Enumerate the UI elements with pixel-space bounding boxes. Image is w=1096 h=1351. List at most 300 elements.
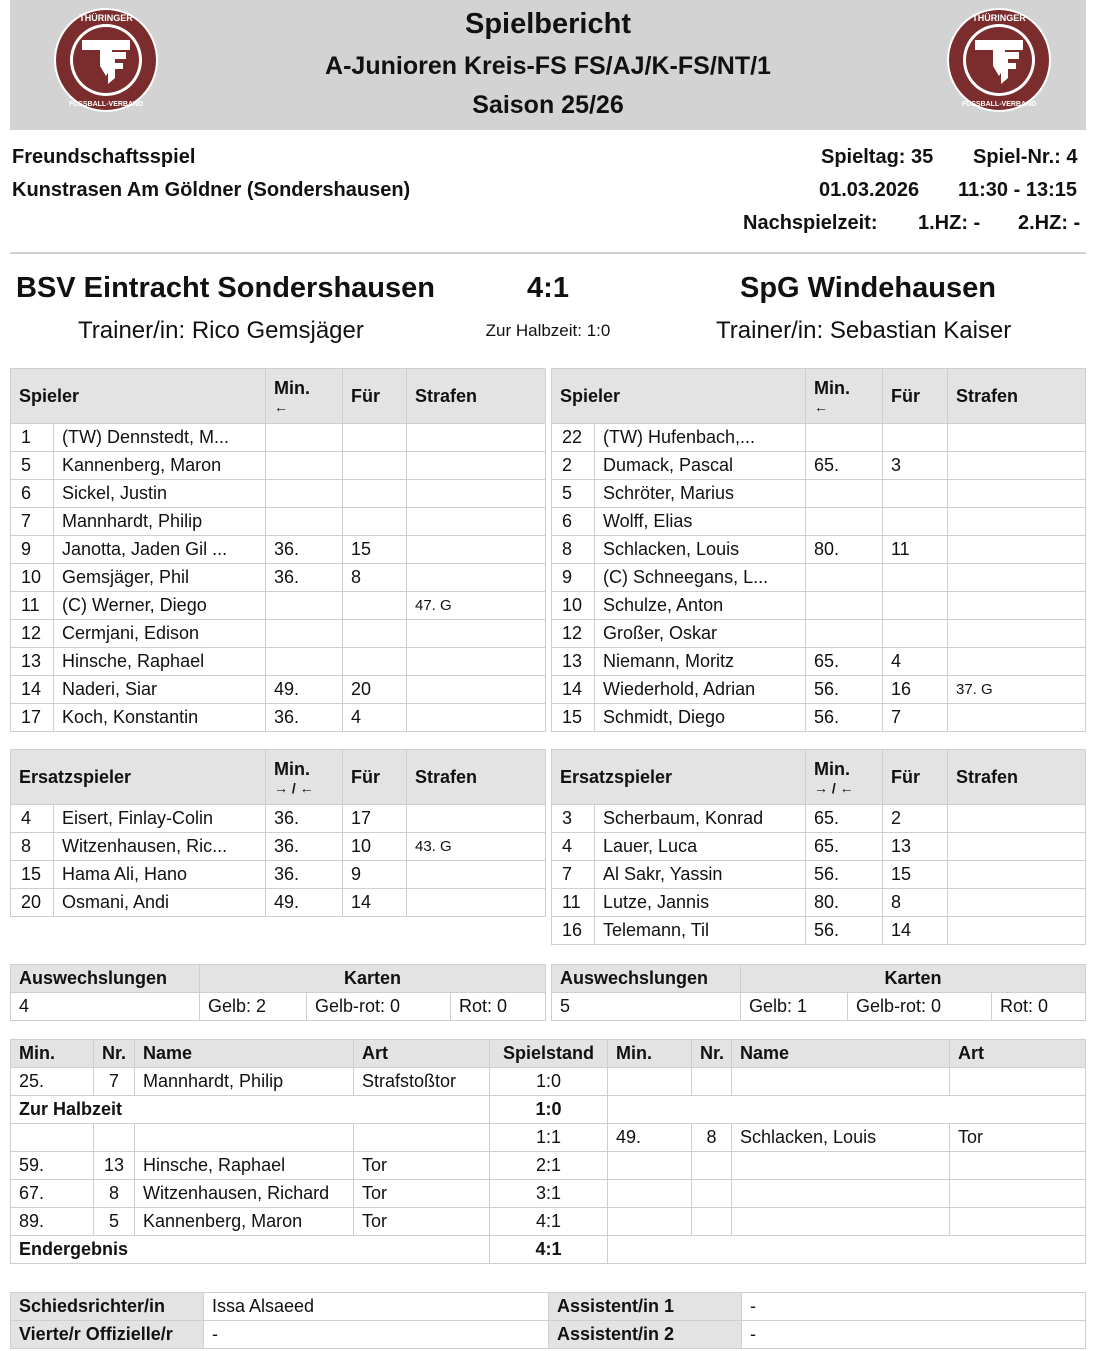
player-name: Schulze, Anton (595, 592, 806, 620)
event-row (11, 1180, 1086, 1208)
home-event-player: Witzenhausen, Richard (135, 1180, 354, 1208)
penalty: 47. G (407, 592, 546, 620)
player-number: 6 (11, 480, 54, 508)
penalty (407, 648, 546, 676)
player-number: 15 (11, 861, 54, 889)
red-cards: Rot: 0 (992, 993, 1086, 1021)
yellow-red-cards: Gelb-rot: 0 (307, 993, 451, 1021)
assistant1-name: - (742, 1293, 1086, 1321)
substitution-minute (266, 452, 343, 480)
player-number: 5 (11, 452, 54, 480)
away-event-type (950, 1180, 1086, 1208)
yellow-cards: Gelb: 1 (741, 993, 848, 1021)
substitution-minute: 49. (266, 676, 343, 704)
event-empty (608, 1236, 1086, 1264)
cards-header: Karten (200, 965, 546, 993)
away-event-number: 8 (692, 1124, 732, 1152)
home-event-minute: 59. (11, 1152, 94, 1180)
player-row (552, 704, 1086, 732)
substitution-minute (266, 592, 343, 620)
subs-header: Ersatzspieler (552, 750, 806, 805)
player-row (552, 508, 1086, 536)
player-number: 11 (11, 592, 54, 620)
penalties-header: Strafen (407, 750, 546, 805)
player-name: Lauer, Luca (595, 833, 806, 861)
substituted-for (343, 620, 407, 648)
player-row (552, 648, 1086, 676)
player-row (11, 620, 546, 648)
penalty (948, 592, 1086, 620)
player-number: 12 (11, 620, 54, 648)
event-empty (608, 1096, 1086, 1124)
player-number: 17 (11, 704, 54, 732)
away-team-name: SpG Windehausen (740, 272, 996, 304)
penalty (407, 508, 546, 536)
red-cards: Rot: 0 (451, 993, 546, 1021)
home-event-type (354, 1124, 490, 1152)
player-number: 8 (11, 833, 54, 861)
player-number: 15 (552, 704, 595, 732)
fourth-official-name: - (204, 1321, 549, 1349)
substituted-for: 13 (883, 833, 948, 861)
player-number: 2 (552, 452, 595, 480)
penalty: 37. G (948, 676, 1086, 704)
player-row (552, 889, 1086, 917)
player-name: Witzenhausen, Ric... (54, 833, 266, 861)
substitution-minute: 80. (806, 889, 883, 917)
substituted-for: 8 (883, 889, 948, 917)
penalty (407, 536, 546, 564)
event-row (11, 1068, 1086, 1096)
player-name: Mannhardt, Philip (54, 508, 266, 536)
penalty (948, 424, 1086, 452)
for-header: Für (883, 750, 948, 805)
penalty (407, 564, 546, 592)
players-header: Spieler (11, 369, 266, 424)
player-number: 5 (552, 480, 595, 508)
substituted-for: 15 (343, 536, 407, 564)
away-event-type (950, 1208, 1086, 1236)
player-name: Al Sakr, Yassin (595, 861, 806, 889)
halftime-score: Zur Halbzeit: 1:0 (485, 321, 611, 340)
penalty (948, 648, 1086, 676)
league-name: A-Junioren Kreis-FS FS/AJ/K-FS/NT/1 (325, 52, 771, 80)
svg-text:FUSSBALL-VERBAND: FUSSBALL-VERBAND (961, 101, 1037, 108)
home-event-player: Hinsche, Raphael (135, 1152, 354, 1180)
player-name: Telemann, Til (595, 917, 806, 945)
player-row (552, 564, 1086, 592)
player-number: 9 (11, 536, 54, 564)
penalties-header: Strafen (948, 750, 1086, 805)
report-header (10, 0, 1086, 130)
substituted-for: 15 (883, 861, 948, 889)
home-lineup-table (10, 368, 546, 732)
away-event-minute (608, 1152, 692, 1180)
penalty (948, 508, 1086, 536)
event-score: 1:1 (490, 1124, 608, 1152)
player-number: 10 (11, 564, 54, 592)
substituted-for (343, 480, 407, 508)
player-name: (C) Werner, Diego (54, 592, 266, 620)
substitution-minute (806, 480, 883, 508)
player-row (11, 508, 546, 536)
player-name: Sickel, Justin (54, 480, 266, 508)
minute-header: Min. ← (806, 369, 883, 424)
substituted-for: 7 (883, 704, 948, 732)
player-row (11, 704, 546, 732)
match-time: 11:30 - 13:15 (958, 179, 1077, 201)
player-name: Schlacken, Louis (595, 536, 806, 564)
penalty (407, 704, 546, 732)
penalty (407, 861, 546, 889)
penalty (948, 805, 1086, 833)
player-name: Eisert, Finlay-Colin (54, 805, 266, 833)
event-score: 1:0 (490, 1096, 608, 1124)
event-score: 4:1 (490, 1208, 608, 1236)
player-name: Schröter, Marius (595, 480, 806, 508)
player-number: 11 (552, 889, 595, 917)
player-row (11, 592, 546, 620)
substituted-for (883, 564, 948, 592)
player-name: Hinsche, Raphael (54, 648, 266, 676)
penalty (948, 620, 1086, 648)
substitution-minute: 36. (266, 861, 343, 889)
substitution-minute: 56. (806, 704, 883, 732)
substituted-for (883, 508, 948, 536)
tfv-logo-icon (945, 6, 1053, 114)
player-name: Lutze, Jannis (595, 889, 806, 917)
away-event-player (732, 1180, 950, 1208)
assistant2-label: Assistent/in 2 (549, 1321, 742, 1349)
substituted-for: 14 (343, 889, 407, 917)
substituted-for (343, 452, 407, 480)
event-row (11, 1208, 1086, 1236)
event-type-header: Art (950, 1040, 1086, 1068)
penalty (948, 704, 1086, 732)
home-event-type: Tor (354, 1152, 490, 1180)
player-name: Dumack, Pascal (595, 452, 806, 480)
substituted-for (343, 592, 407, 620)
away-event-minute (608, 1068, 692, 1096)
matchday: Spieltag: 35 (821, 146, 934, 168)
penalty (948, 536, 1086, 564)
match-events-table (10, 1039, 1086, 1264)
substitution-minute: 36. (266, 833, 343, 861)
substitution-minute: 36. (266, 704, 343, 732)
player-number: 1 (11, 424, 54, 452)
substituted-for: 2 (883, 805, 948, 833)
home-event-player: Mannhardt, Philip (135, 1068, 354, 1096)
substitution-minute: 65. (806, 833, 883, 861)
player-name: (C) Schneegans, L... (595, 564, 806, 592)
officials-table (10, 1292, 1086, 1349)
substitution-minute: 65. (806, 648, 883, 676)
player-number: 4 (11, 805, 54, 833)
player-row (552, 480, 1086, 508)
substitution-minute (266, 508, 343, 536)
event-number-header: Nr. (94, 1040, 135, 1068)
event-row (11, 1236, 1086, 1264)
home-subs-table (10, 749, 546, 917)
player-number: 7 (11, 508, 54, 536)
player-row (11, 424, 546, 452)
substituted-for (343, 424, 407, 452)
player-row (11, 861, 546, 889)
player-name: Cermjani, Edison (54, 620, 266, 648)
players-header: Spieler (552, 369, 806, 424)
player-row (552, 452, 1086, 480)
away-subs-table (551, 749, 1086, 945)
player-name: Kannenberg, Maron (54, 452, 266, 480)
player-row (11, 452, 546, 480)
player-row (552, 676, 1086, 704)
substituted-for: 3 (883, 452, 948, 480)
player-row (552, 805, 1086, 833)
event-type-header: Art (354, 1040, 490, 1068)
referee-label: Schiedsrichter/in (11, 1293, 204, 1321)
home-event-number: 7 (94, 1068, 135, 1096)
penalty (948, 480, 1086, 508)
away-event-type: Tor (950, 1124, 1086, 1152)
player-number: 14 (11, 676, 54, 704)
substitution-minute (806, 508, 883, 536)
player-number: 7 (552, 861, 595, 889)
match-type: Freundschaftsspiel (12, 146, 196, 168)
cards-header: Karten (741, 965, 1086, 993)
away-event-minute: 49. (608, 1124, 692, 1152)
event-score: 4:1 (490, 1236, 608, 1264)
event-row (11, 1096, 1086, 1124)
extra-time-label: Nachspielzeit: (743, 212, 878, 234)
event-minute-header: Min. (11, 1040, 94, 1068)
event-score: 1:0 (490, 1068, 608, 1096)
player-name: (TW) Hufenbach,... (595, 424, 806, 452)
event-name-header: Name (135, 1040, 354, 1068)
penalty (407, 676, 546, 704)
substitution-minute: 80. (806, 536, 883, 564)
event-row (11, 1152, 1086, 1180)
minute-header: Min. ← (266, 369, 343, 424)
player-row (11, 889, 546, 917)
penalty (948, 917, 1086, 945)
substitution-minute (806, 424, 883, 452)
penalty (948, 889, 1086, 917)
home-event-number (94, 1124, 135, 1152)
substitution-count: 4 (11, 993, 200, 1021)
away-event-type (950, 1068, 1086, 1096)
substituted-for (883, 620, 948, 648)
penalty (407, 805, 546, 833)
player-name: Wiederhold, Adrian (595, 676, 806, 704)
player-name: Wolff, Elias (595, 508, 806, 536)
home-event-minute: 67. (11, 1180, 94, 1208)
player-row (552, 592, 1086, 620)
player-number: 4 (552, 833, 595, 861)
away-event-player: Schlacken, Louis (732, 1124, 950, 1152)
home-event-type: Tor (354, 1208, 490, 1236)
home-event-minute (11, 1124, 94, 1152)
minute-header: Min. → / ← (266, 750, 343, 805)
substitution-minute: 65. (806, 805, 883, 833)
player-row (11, 676, 546, 704)
penalty: 43. G (407, 833, 546, 861)
substituted-for: 20 (343, 676, 407, 704)
report-title: Spielbericht (465, 8, 631, 40)
player-row (11, 805, 546, 833)
player-row (11, 536, 546, 564)
player-row (552, 424, 1086, 452)
penalty (407, 889, 546, 917)
for-header: Für (883, 369, 948, 424)
referee-name: Issa Alsaeed (204, 1293, 549, 1321)
player-number: 10 (552, 592, 595, 620)
substitution-minute (806, 592, 883, 620)
substitutions-header: Auswechslungen (552, 965, 741, 993)
player-row (552, 620, 1086, 648)
for-header: Für (343, 750, 407, 805)
home-event-player (135, 1124, 354, 1152)
svg-text:FUSSBALL-VERBAND: FUSSBALL-VERBAND (68, 101, 144, 108)
penalties-header: Strafen (407, 369, 546, 424)
player-name: Janotta, Jaden Gil ... (54, 536, 266, 564)
home-stats-table (10, 964, 546, 1021)
home-event-number: 13 (94, 1152, 135, 1180)
event-score: 3:1 (490, 1180, 608, 1208)
yellow-cards: Gelb: 2 (200, 993, 307, 1021)
substitution-minute (266, 480, 343, 508)
yellow-red-cards: Gelb-rot: 0 (848, 993, 992, 1021)
venue: Kunstrasen Am Göldner (Sondershausen) (12, 179, 411, 201)
substitution-minute (266, 620, 343, 648)
player-name: Scherbaum, Konrad (595, 805, 806, 833)
player-number: 12 (552, 620, 595, 648)
divider (10, 252, 1086, 254)
extra-time-second-half: 2.HZ: - (1018, 212, 1081, 234)
player-name: Hama Ali, Hano (54, 861, 266, 889)
away-event-player (732, 1208, 950, 1236)
substituted-for (343, 648, 407, 676)
penalty (948, 452, 1086, 480)
player-name: Gemsjäger, Phil (54, 564, 266, 592)
player-name: Osmani, Andi (54, 889, 266, 917)
player-number: 3 (552, 805, 595, 833)
away-event-number (692, 1152, 732, 1180)
player-number: 6 (552, 508, 595, 536)
player-name: Niemann, Moritz (595, 648, 806, 676)
svg-text:THÜRINGER: THÜRINGER (79, 13, 133, 23)
player-row (11, 648, 546, 676)
substituted-for (883, 592, 948, 620)
subs-header: Ersatzspieler (11, 750, 266, 805)
substituted-for: 4 (343, 704, 407, 732)
penalty (948, 861, 1086, 889)
player-number: 13 (11, 648, 54, 676)
for-header: Für (343, 369, 407, 424)
away-event-minute (608, 1208, 692, 1236)
substitution-count: 5 (552, 993, 741, 1021)
penalty (407, 452, 546, 480)
substitution-minute: 36. (266, 805, 343, 833)
assistant1-label: Assistent/in 1 (549, 1293, 742, 1321)
final-score: 4:1 (527, 272, 569, 304)
player-name: Naderi, Siar (54, 676, 266, 704)
substituted-for: 10 (343, 833, 407, 861)
penalty (407, 480, 546, 508)
season: Saison 25/26 (472, 91, 624, 119)
substituted-for (883, 424, 948, 452)
home-trainer: Trainer/in: Rico Gemsjäger (78, 317, 364, 344)
player-name: (TW) Dennstedt, M... (54, 424, 266, 452)
substituted-for (343, 508, 407, 536)
match-number: Spiel-Nr.: 4 (973, 146, 1078, 168)
away-event-type (950, 1152, 1086, 1180)
substitution-minute: 56. (806, 917, 883, 945)
substitution-minute: 36. (266, 536, 343, 564)
player-name: Schmidt, Diego (595, 704, 806, 732)
penalties-header: Strafen (948, 369, 1086, 424)
minute-header: Min. → / ← (806, 750, 883, 805)
away-trainer: Trainer/in: Sebastian Kaiser (716, 317, 1012, 344)
away-stats-table (551, 964, 1086, 1021)
player-row (552, 833, 1086, 861)
substituted-for: 8 (343, 564, 407, 592)
away-event-number (692, 1180, 732, 1208)
substituted-for: 14 (883, 917, 948, 945)
player-name: Großer, Oskar (595, 620, 806, 648)
event-summary-label: Zur Halbzeit (11, 1096, 490, 1124)
event-name-header: Name (732, 1040, 950, 1068)
player-number: 20 (11, 889, 54, 917)
substitution-minute (266, 424, 343, 452)
substituted-for: 4 (883, 648, 948, 676)
substitution-minute (806, 620, 883, 648)
event-row (11, 1124, 1086, 1152)
substituted-for: 11 (883, 536, 948, 564)
event-score: 2:1 (490, 1152, 608, 1180)
substitutions-header: Auswechslungen (11, 965, 200, 993)
away-event-number (692, 1208, 732, 1236)
home-event-number: 5 (94, 1208, 135, 1236)
away-event-number (692, 1068, 732, 1096)
extra-time-first-half: 1.HZ: - (918, 212, 981, 234)
substitution-minute: 56. (806, 676, 883, 704)
player-row (11, 833, 546, 861)
substitution-minute: 36. (266, 564, 343, 592)
penalty (948, 833, 1086, 861)
player-row (552, 861, 1086, 889)
player-row (11, 480, 546, 508)
home-event-type: Tor (354, 1180, 490, 1208)
player-number: 16 (552, 917, 595, 945)
player-number: 9 (552, 564, 595, 592)
player-row (552, 917, 1086, 945)
home-event-number: 8 (94, 1180, 135, 1208)
away-event-player (732, 1068, 950, 1096)
player-name: Koch, Konstantin (54, 704, 266, 732)
substituted-for: 17 (343, 805, 407, 833)
home-event-player: Kannenberg, Maron (135, 1208, 354, 1236)
event-number-header: Nr. (692, 1040, 732, 1068)
match-date: 01.03.2026 (819, 179, 920, 201)
substitution-minute: 49. (266, 889, 343, 917)
penalty (407, 620, 546, 648)
substitution-minute (266, 648, 343, 676)
player-row (11, 564, 546, 592)
substitution-minute: 65. (806, 452, 883, 480)
away-event-player (732, 1152, 950, 1180)
substituted-for: 16 (883, 676, 948, 704)
event-minute-header: Min. (608, 1040, 692, 1068)
